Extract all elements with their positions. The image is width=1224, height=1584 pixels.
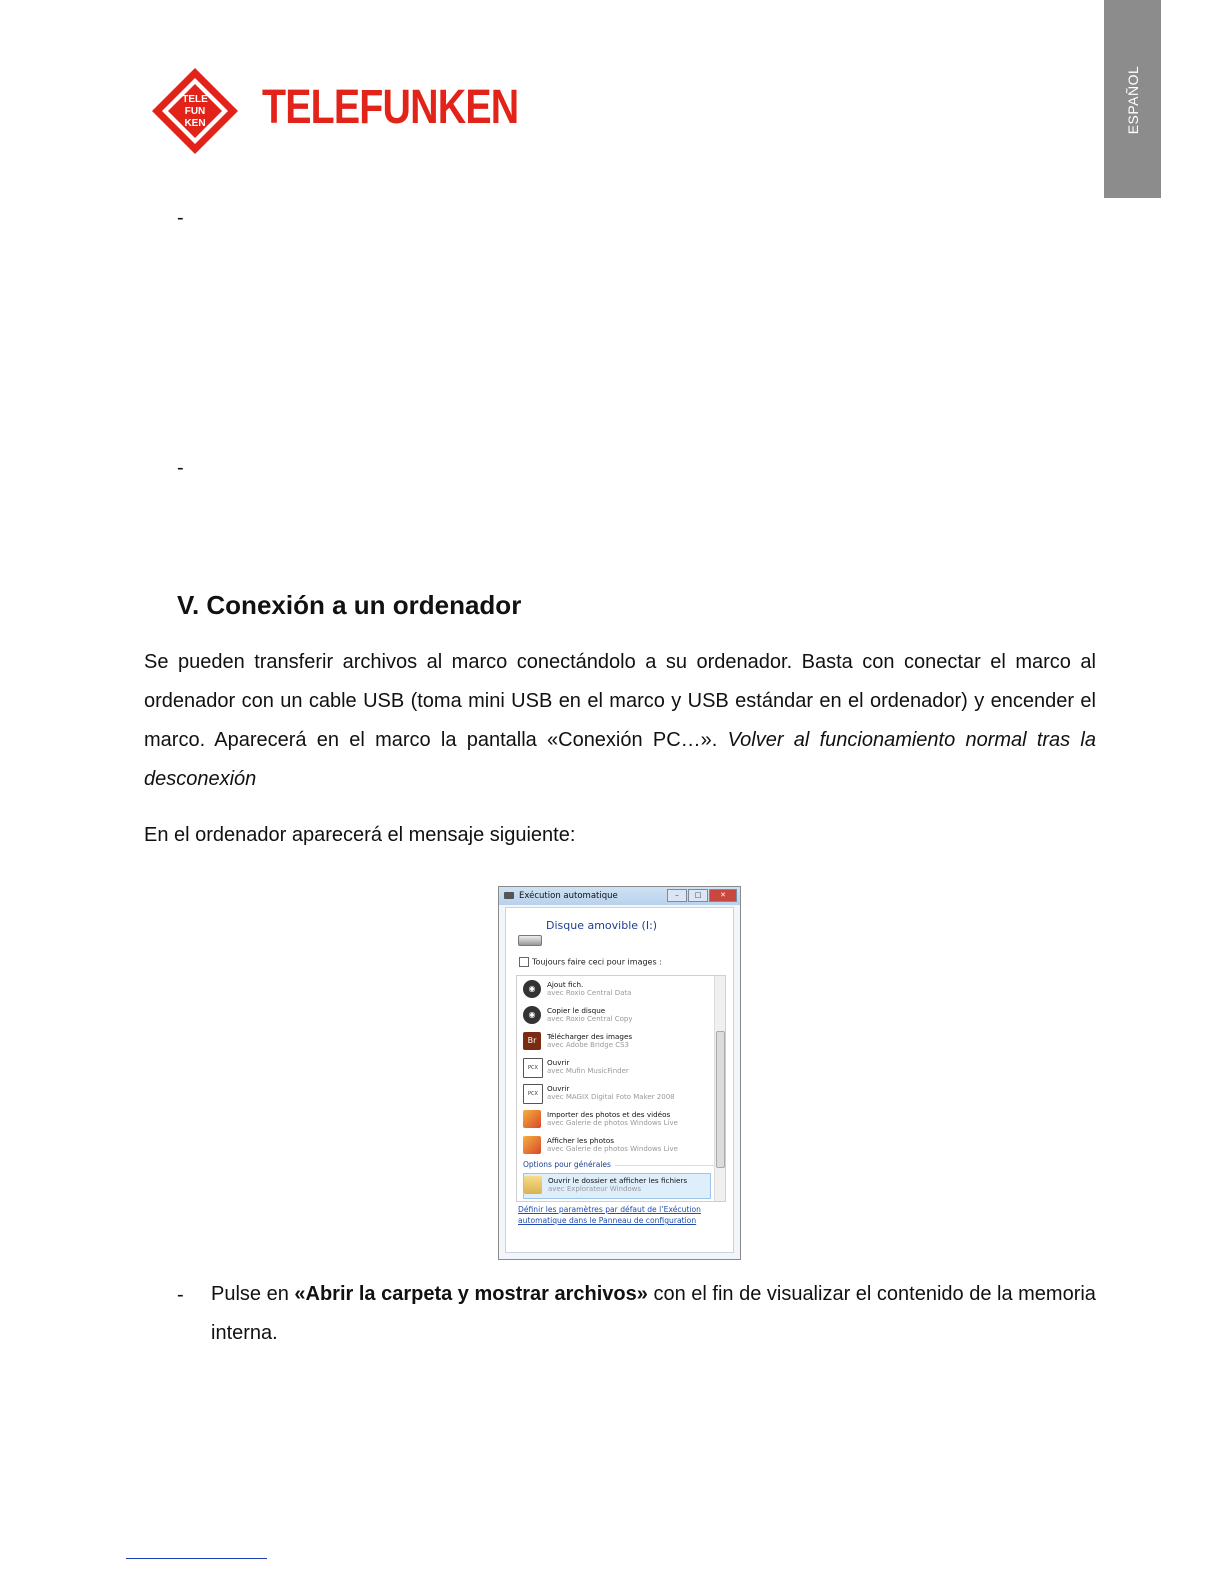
document-icon: PCX — [523, 1084, 543, 1104]
instruction-bold: «Abrir la carpeta y mostrar archivos» — [294, 1283, 648, 1305]
drive-icon — [504, 892, 514, 899]
item-app: avec Roxio Central Copy — [547, 1015, 633, 1023]
dialog-title: Exécution automatique — [519, 891, 618, 901]
photo-gallery-icon — [523, 1136, 541, 1154]
options-divider — [615, 1165, 717, 1166]
folder-icon — [524, 1176, 542, 1194]
list-item[interactable] — [523, 1134, 711, 1160]
message-paragraph: En el ordenador aparecerá el mensaje siguiente: — [144, 824, 576, 846]
intro-text: Se pueden transferir archivos al marco conectándolo a su ordenador. Basta con conectar el marco al ordenador con un cable USB (toma mini USB en el marco y USB estándar en el ordenador) y encender el marco. Aparecerá en el marco la pantalla «Conexión PC…». — [144, 651, 1096, 751]
item-action: Ajout fich. — [547, 980, 584, 989]
list-item[interactable] — [523, 1004, 711, 1030]
document-icon: PCX — [523, 1058, 543, 1078]
bullet-dash: - — [177, 207, 184, 229]
footnote-rule — [126, 1558, 267, 1559]
device-title: Disque amovible (I:) — [546, 919, 658, 932]
item-app: avec Galerie de photos Windows Live — [547, 1145, 678, 1153]
dialog-body — [505, 907, 734, 1253]
language-label: ESPAÑOL — [1124, 65, 1141, 135]
instruction-bullet: - — [177, 1284, 184, 1306]
item-app: avec Galerie de photos Windows Live — [547, 1119, 678, 1127]
list-item[interactable] — [523, 1056, 711, 1082]
intro-italic: Volver al funcionamiento normal tras la desconexión — [144, 729, 1096, 790]
roxio-disc-icon: ◉ — [523, 980, 541, 998]
adobe-bridge-icon: Br — [523, 1032, 541, 1050]
bullet-dash: - — [177, 457, 184, 479]
always-do-this[interactable] — [519, 957, 662, 967]
always-label: Toujours faire ceci pour images : — [532, 957, 662, 967]
emblem-line-3: KEN — [184, 118, 206, 129]
list-item[interactable] — [523, 1108, 711, 1134]
scrollbar-thumb[interactable] — [716, 1031, 725, 1168]
item-action: Afficher les photos — [547, 1136, 614, 1145]
item-action: Importer des photos et des vidéos — [547, 1110, 671, 1119]
item-action: Télécharger des images — [547, 1032, 633, 1041]
item-action: Ouvrir — [547, 1058, 570, 1067]
intro-paragraph — [144, 643, 1096, 799]
minimize-button[interactable]: – — [667, 889, 687, 902]
dialog-titlebar — [499, 887, 740, 905]
item-action: Copier le disque — [547, 1006, 606, 1015]
item-app: avec Roxio Central Data — [547, 989, 632, 997]
section-title: V. Conexión a un ordenador — [177, 590, 522, 620]
roxio-disc-icon: ◉ — [523, 1006, 541, 1024]
emblem-line-2: FUN — [184, 106, 206, 117]
instruction-text — [211, 1275, 1096, 1353]
item-app: avec MAGIX Digital Foto Maker 2008 — [547, 1093, 675, 1101]
list-item[interactable] — [523, 1030, 711, 1056]
autoplay-dialog — [498, 886, 741, 1260]
item-action: Ouvrir le dossier et afficher les fichiers — [548, 1176, 688, 1185]
list-scrollbar[interactable] — [714, 976, 725, 1201]
list-item[interactable] — [523, 1082, 711, 1108]
removable-drive-icon — [518, 935, 542, 946]
list-item[interactable] — [523, 978, 711, 1004]
options-heading: Options pour générales — [523, 1160, 611, 1169]
item-action: Ouvrir — [547, 1084, 570, 1093]
close-button[interactable]: ✕ — [709, 889, 737, 902]
autoplay-list — [516, 975, 726, 1202]
instruction-post: con el fin de visualizar el contenido de la memoria interna. — [211, 1283, 1096, 1344]
item-app: avec Explorateur Windows — [548, 1185, 642, 1193]
item-app: avec Mufin MusicFinder — [547, 1067, 629, 1075]
instruction-pre: Pulse en — [211, 1283, 295, 1305]
photo-gallery-icon — [523, 1110, 541, 1128]
telefunken-emblem-icon — [152, 68, 238, 154]
item-app: avec Adobe Bridge CS3 — [547, 1041, 630, 1049]
brand-name: TELEFUNKEN — [262, 81, 519, 134]
autoplay-settings-link[interactable]: Définir les paramètres par défaut de l’Exécution automatique dans le Panneau de configuration — [518, 1205, 701, 1225]
language-tab — [1104, 0, 1161, 198]
maximize-button[interactable]: □ — [688, 889, 708, 902]
always-checkbox[interactable] — [519, 957, 529, 967]
emblem-line-1: TELE — [182, 94, 208, 105]
open-folder-option[interactable] — [523, 1173, 711, 1199]
